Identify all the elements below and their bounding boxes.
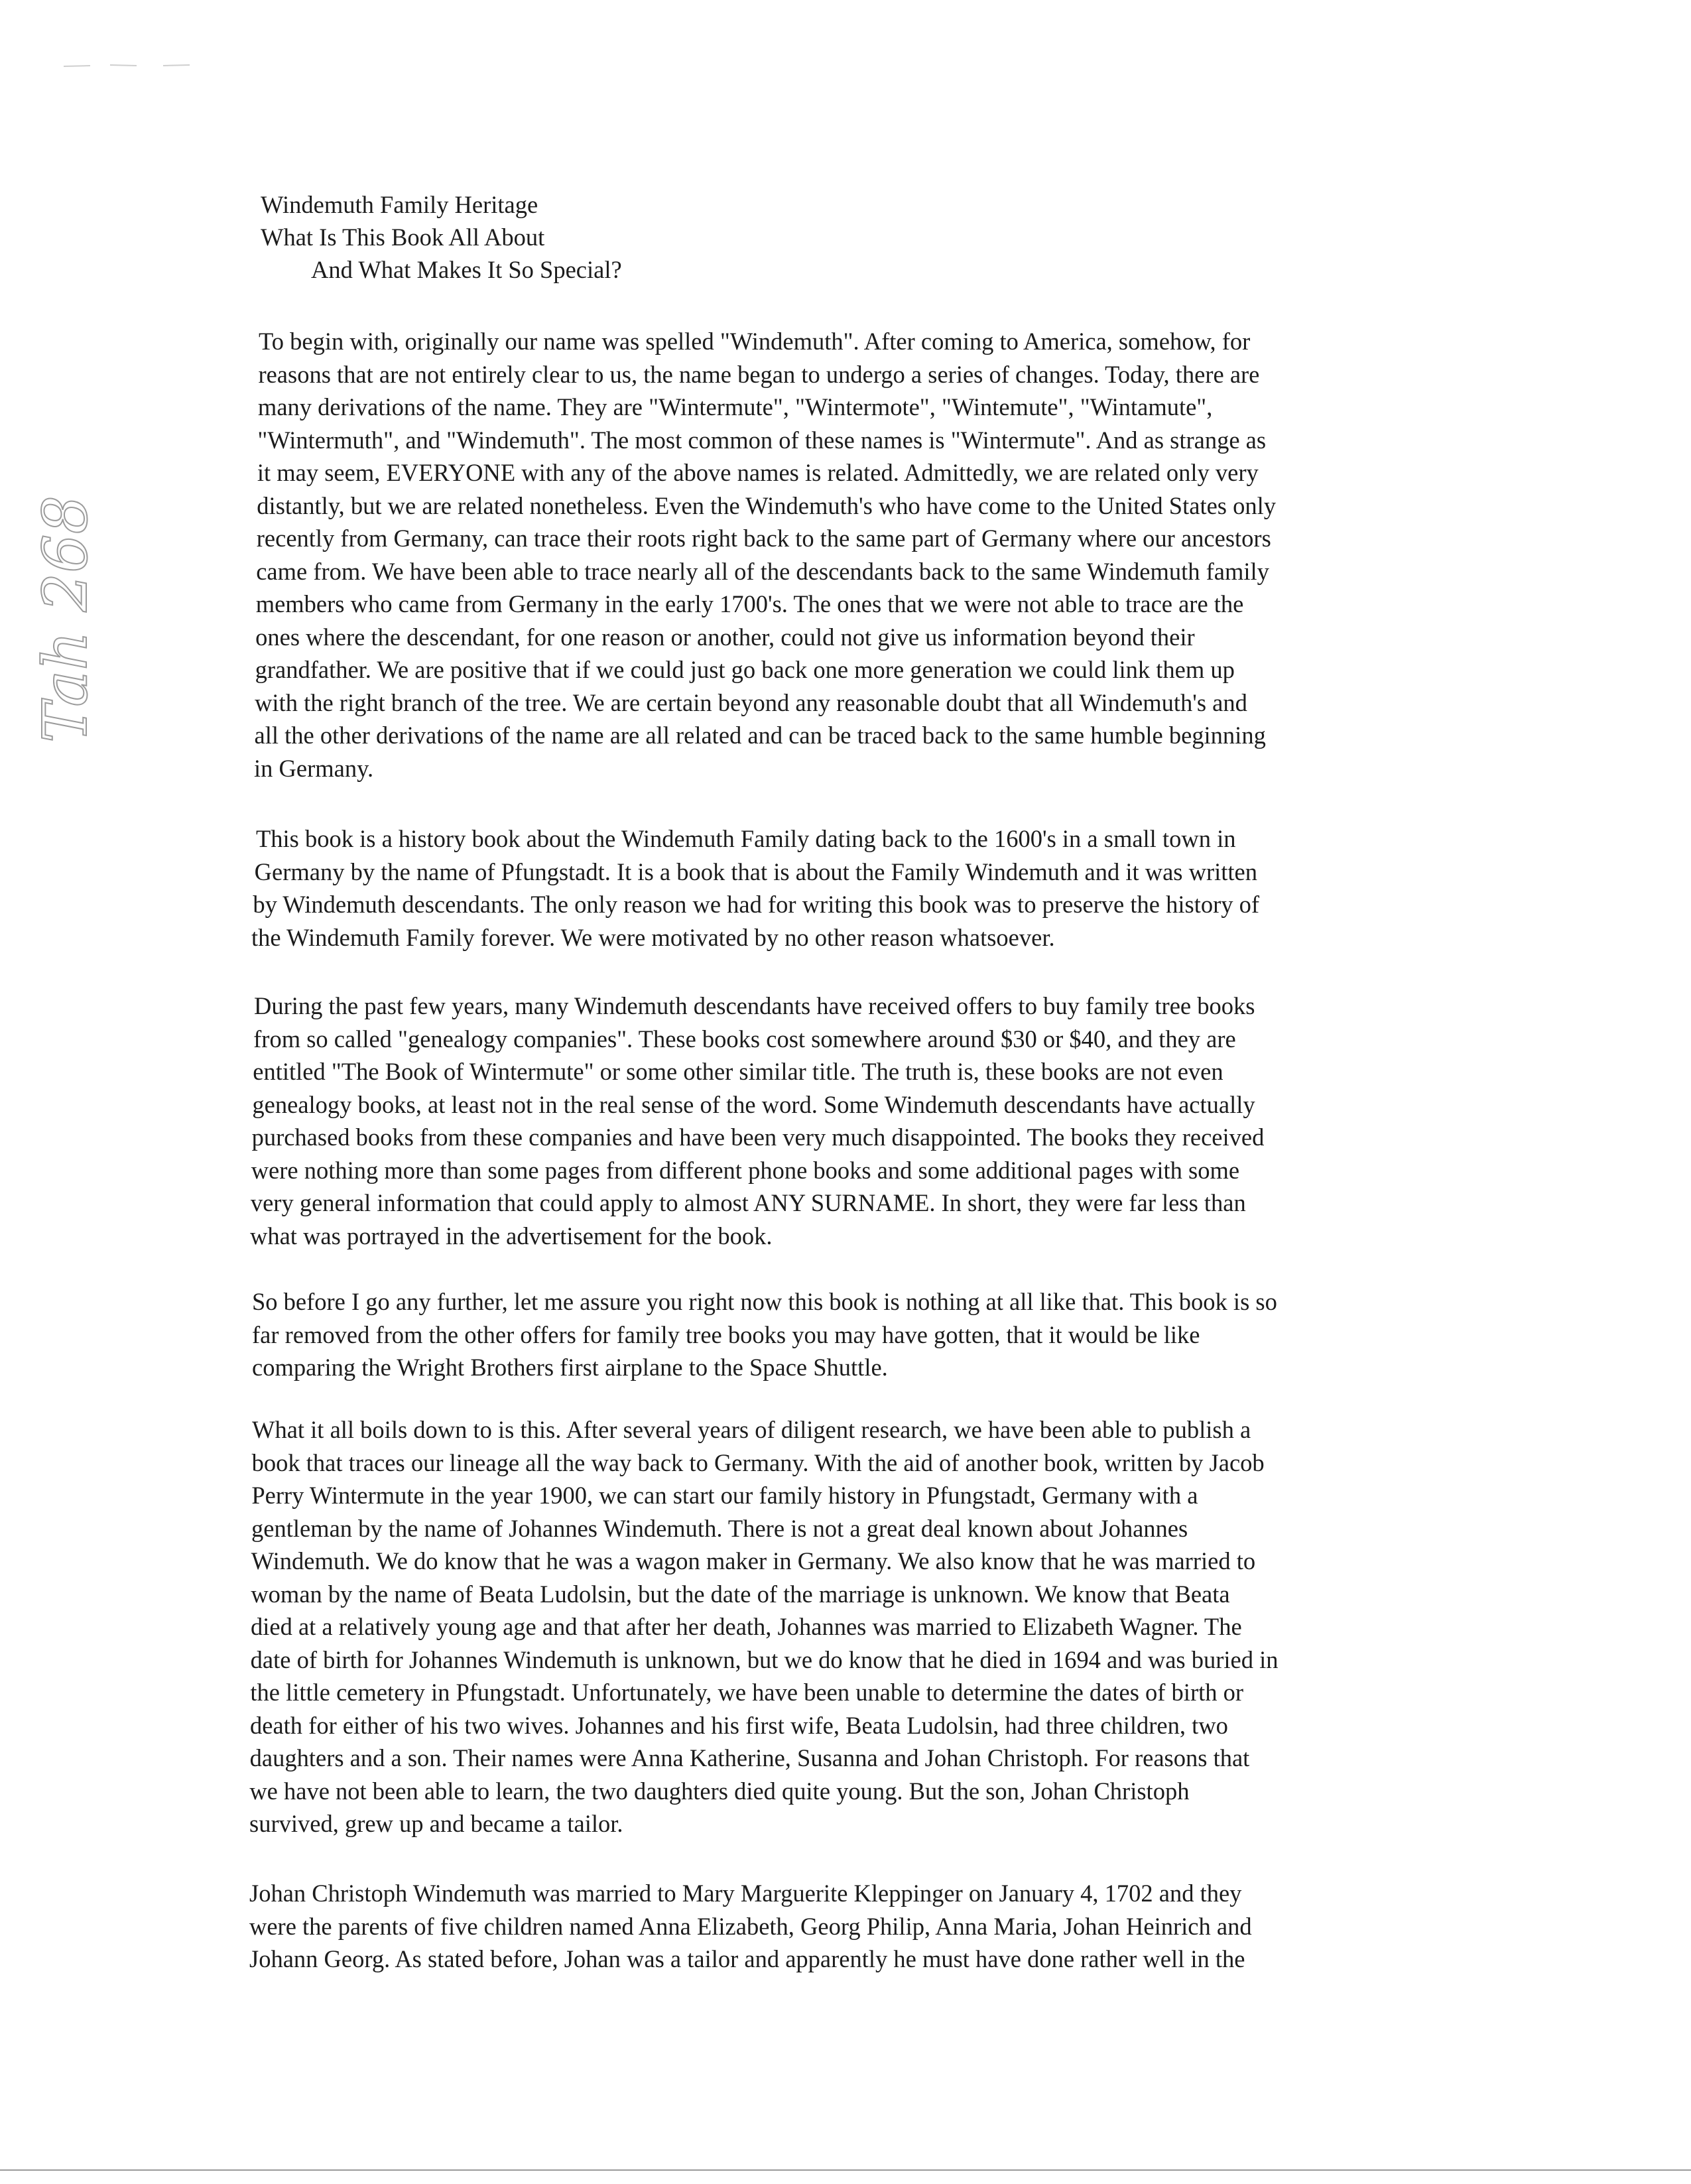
scan-artifact — [64, 62, 190, 69]
body-line: survived, grew up and became a tailor. — [249, 1810, 623, 1837]
body-line: death for either of his two wives. Johannes and his first wife, Beata Ludolsin, had three children, two — [250, 1711, 1228, 1739]
body-line: far removed from the other offers for family tree books you may have gotten, that it would be like — [252, 1320, 1200, 1348]
body-line: reasons that are not entirely clear to us, the name began to undergo a series of changes. Today, there are — [258, 360, 1260, 388]
body-line: it may seem, EVERYONE with any of the above names is related. Admittedly, we are related only very — [257, 459, 1259, 486]
body-line: in Germany. — [254, 754, 374, 782]
body-line: with the right branch of the tree. We are certain beyond any reasonable doubt that all Windemuth's and — [255, 688, 1247, 716]
body-line: Johann Georg. As stated before, Johan was a tailor and apparently he must have done rather well in the — [249, 1945, 1245, 1972]
body-line: very general information that could apply to almost ANY SURNAME. In short, they were far less than — [250, 1189, 1246, 1216]
handwritten-margin-note — [20, 464, 113, 749]
body-line: died at a relatively young age and that after her death, Johannes was married to Elizabeth Wagner. The — [251, 1613, 1242, 1640]
body-line: ones where the descendant, for one reason or another, could not give us information beyond their — [255, 623, 1195, 651]
body-line: members who came from Germany in the early 1700's. The ones that we were not able to trace are the — [255, 590, 1244, 617]
body-line: many derivations of the name. They are "Wintermute", "Wintermote", "Wintemute", "Wintamute", — [257, 393, 1213, 420]
body-line: Windemuth. We do know that he was a wagon maker in Germany. We also know that he was married to — [251, 1547, 1256, 1574]
body-line: we have not been able to learn, the two daughters died quite young. But the son, Johan Christoph — [249, 1777, 1190, 1805]
body-line: grandfather. We are positive that if we could just go back one more generation we could link them up — [255, 656, 1235, 683]
body-line: were nothing more than some pages from different phone books and some additional pages with some — [251, 1156, 1240, 1184]
body-line: So before I go any further, let me assure you right now this book is nothing at all like that. This book is so — [252, 1288, 1277, 1315]
body-line: daughters and a son. Their names were Anna Katherine, Susanna and Johan Christoph. For reasons that — [249, 1744, 1250, 1771]
body-line: Germany by the name of Pfungstadt. It is a book that is about the Family Windemuth and it was written — [254, 858, 1258, 885]
body-line: genealogy books, at least not in the real sense of the word. Some Windemuth descendants have actually — [252, 1090, 1255, 1118]
body-line: the little cemetery in Pfungstadt. Unfortunately, we have been unable to determine the dates of birth or — [250, 1679, 1244, 1706]
body-line: distantly, but we are related nonetheless. Even the Windemuth's who have come to the United States only — [257, 491, 1277, 519]
body-line: Johan Christoph Windemuth was married to Mary Marguerite Kleppinger on January 4, 1702 and they — [249, 1880, 1242, 1907]
scan-edge-line — [0, 2169, 1691, 2171]
body-line: gentleman by the name of Johannes Windemuth. There is not a great deal known about Johannes — [251, 1514, 1188, 1542]
body-line: recently from Germany, can trace their roots right back to the same part of Germany where our ancestors — [256, 525, 1271, 552]
body-line: all the other derivations of the name are all related and can be traced back to the same humble beginning — [254, 722, 1266, 749]
margin-note-text: Tah 268 — [30, 495, 101, 743]
body-line: woman by the name of Beata Ludolsin, but the date of the marriage is unknown. We know that Beata — [251, 1580, 1230, 1608]
body-line: date of birth for Johannes Windemuth is unknown, but we do know that he died in 1694 and was buried in — [250, 1645, 1279, 1673]
document-heading — [261, 188, 622, 286]
heading-line-3: And What Makes It So Special? — [311, 256, 622, 283]
body-line: comparing the Wright Brothers first airplane to the Space Shuttle. — [252, 1354, 888, 1381]
heading-line-2: What Is This Book All About — [261, 224, 545, 251]
body-line: what was portrayed in the advertisement for the book. — [250, 1222, 773, 1250]
body-line: by Windemuth descendants. The only reason we had for writing this book was to preserve the history of — [253, 891, 1260, 918]
body-line: During the past few years, many Windemuth descendants have received offers to buy family tree books — [254, 992, 1255, 1019]
body-line: This book is a history book about the Windemuth Family dating back to the 1600's in a small town in — [256, 825, 1236, 852]
heading-line-1: Windemuth Family Heritage — [261, 191, 538, 218]
body-line: purchased books from these companies and have been very much disappointed. The books they received — [251, 1124, 1265, 1151]
body-line: "Wintermuth", and "Windemuth". The most common of these names is "Wintermute". And as strange as — [257, 426, 1267, 454]
body-line: were the parents of five children named Anna Elizabeth, Georg Philip, Anna Maria, Johan Heinrich and — [249, 1912, 1252, 1940]
body-line: To begin with, originally our name was spelled "Windemuth". After coming to America, somehow, for — [259, 328, 1251, 355]
body-line: came from. We have been able to trace nearly all of the descendants back to the same Windemuth family — [256, 557, 1269, 585]
body-line: entitled "The Book of Wintermute" or some other similar title. The truth is, these books are not even — [253, 1058, 1223, 1085]
body-line: What it all boils down to is this. After several years of diligent research, we have been able to publish a — [252, 1416, 1251, 1443]
body-line: book that traces our lineage all the way back to Germany. With the aid of another book, written by Jacob — [251, 1448, 1265, 1476]
body-line: from so called "genealogy companies". These books cost somewhere around $30 or $40, and they are — [253, 1025, 1236, 1053]
body-line: Perry Wintermute in the year 1900, we can start our family history in Pfungstadt, Germany with a — [251, 1482, 1198, 1509]
body-line: the Windemuth Family forever. We were motivated by no other reason whatsoever. — [251, 923, 1055, 951]
